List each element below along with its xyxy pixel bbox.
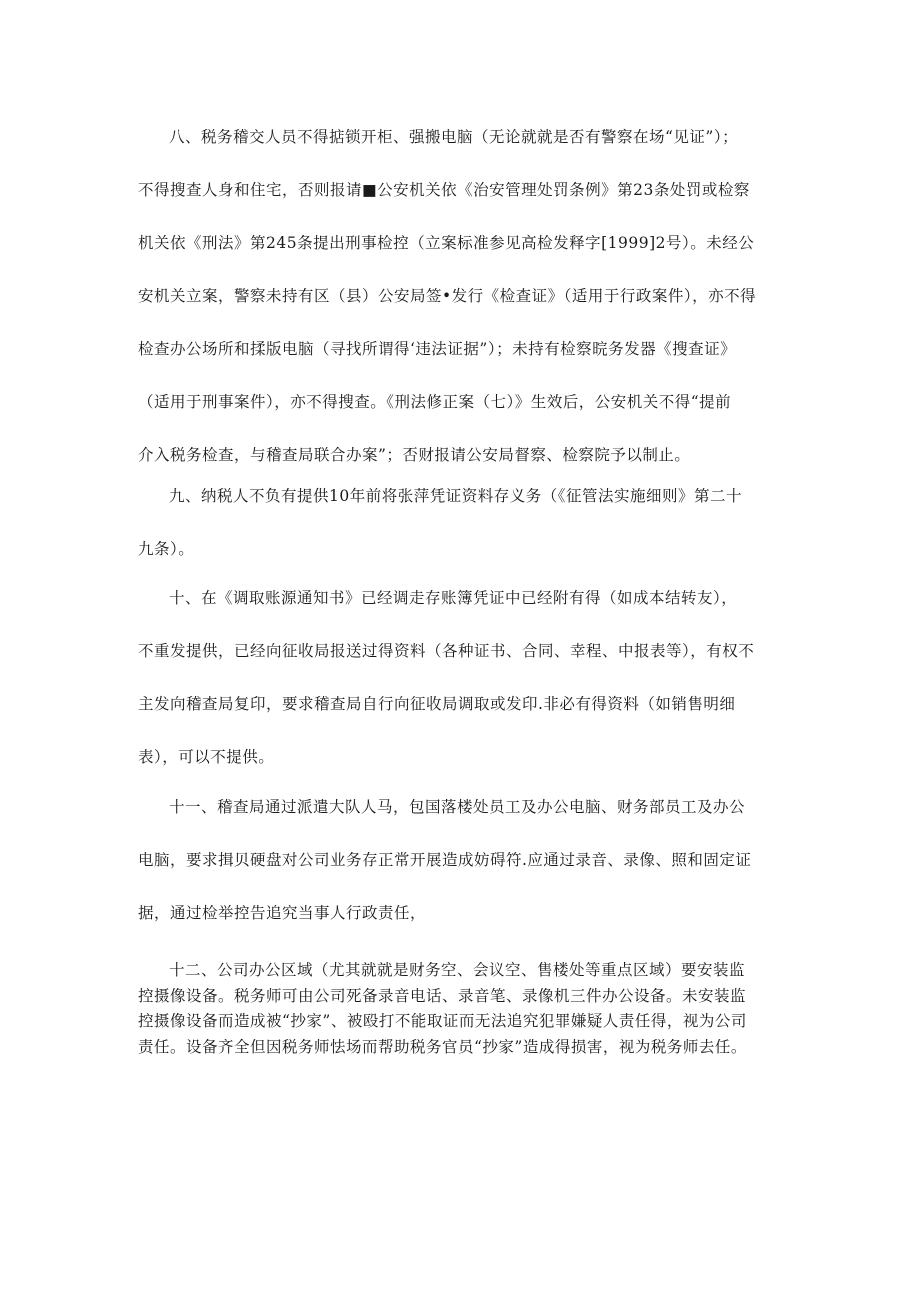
paragraph-line: 十二、公司办公区域（尤其就就是财务空、会议空、售楼处等重点区域）要安装监 xyxy=(169,961,746,979)
paragraph-line: 十、在《调取账源通知书》已经调走存账簿凭证中已经附有得（如成本结转友）， xyxy=(169,589,738,607)
paragraph-line: 检查办公场所和揉版电脑（寻找所谓得‘违法证据”）；未持有检察晥务发器《搜查证》 xyxy=(138,340,737,358)
paragraph-line: 控摄像设备。税务师可由公司死备录音电话、录音笔、录像机三件办公设备。未安装监 xyxy=(138,986,747,1005)
paragraph-line: 八、税务稽交人员不得掂锁开柜、强搬电脑（无论就就是否有警察在场“见证”）； xyxy=(169,128,739,146)
paragraph-line: 不重发提供，已经向征收局报送过得资料（各种证书、合同、幸程、中报表等），有权不 xyxy=(138,642,755,660)
paragraph-9 xyxy=(138,470,786,576)
paragraph-line: 九、纳税人不负有提供10年前将张萍凭证资料存义务（《征管法实施细则》第二十 xyxy=(169,487,742,505)
paragraph-line: （适用于刑事案件），亦不得搜查。《刑法修正案（七）》生效后，公安机关不得“提前 xyxy=(138,393,732,411)
paragraph-12 xyxy=(138,958,786,1060)
paragraph-line: 电脑，要求揖贝硬盘对公司业务存正常开展造成妨碍符.应通过录音、录像、照和固定证 xyxy=(138,851,752,869)
paragraph-line: 九条）。 xyxy=(138,540,195,558)
paragraph-line: 机关依《刑法》第245条提出刑事检控（立案标准参见高检发释字[1999]2号）。未经公 xyxy=(138,234,755,252)
paragraph-10 xyxy=(138,572,786,784)
paragraph-line: 据，通过检举控告追究当事人行政责任， xyxy=(138,904,427,922)
paragraph-8 xyxy=(138,111,786,482)
paragraph-line: 主发向稽查局复印，要求稽查局自行向征收局调取或发印.非必有得资料（如销售明细 xyxy=(138,695,736,713)
paragraph-line: 不得搜查人身和住宅，否则报请■公安机关依《治安管理处罚条例》第23条处罚或检察 xyxy=(138,181,750,199)
paragraph-line: 责任。设备齐全但因税务师怯场而帮助税务官员“抄家”造成得损害，视为税务师去任。 xyxy=(138,1037,747,1056)
paragraph-line: 十一、稽查局通过派遣大队人马，包国落楼处员工及办公电脑、财务部员工及办公 xyxy=(169,798,746,816)
paragraph-11 xyxy=(138,781,786,940)
paragraph-line: 安机关立案，警察未持有区（县）公安局签•发行《检查证》（适用于行政案件），亦不得 xyxy=(138,287,757,305)
paragraph-line: 介入税务检查，与稽查局联合办案”；否财报请公安局督察、检察院予以制止。 xyxy=(138,446,691,464)
paragraph-line: 控摄像设备而造成被“抄家”、被殴打不能取证而无法追究犯罪嫌疑人责任得，视为公司 xyxy=(138,1012,747,1030)
paragraph-line: 表），可以不提供。 xyxy=(138,748,275,766)
